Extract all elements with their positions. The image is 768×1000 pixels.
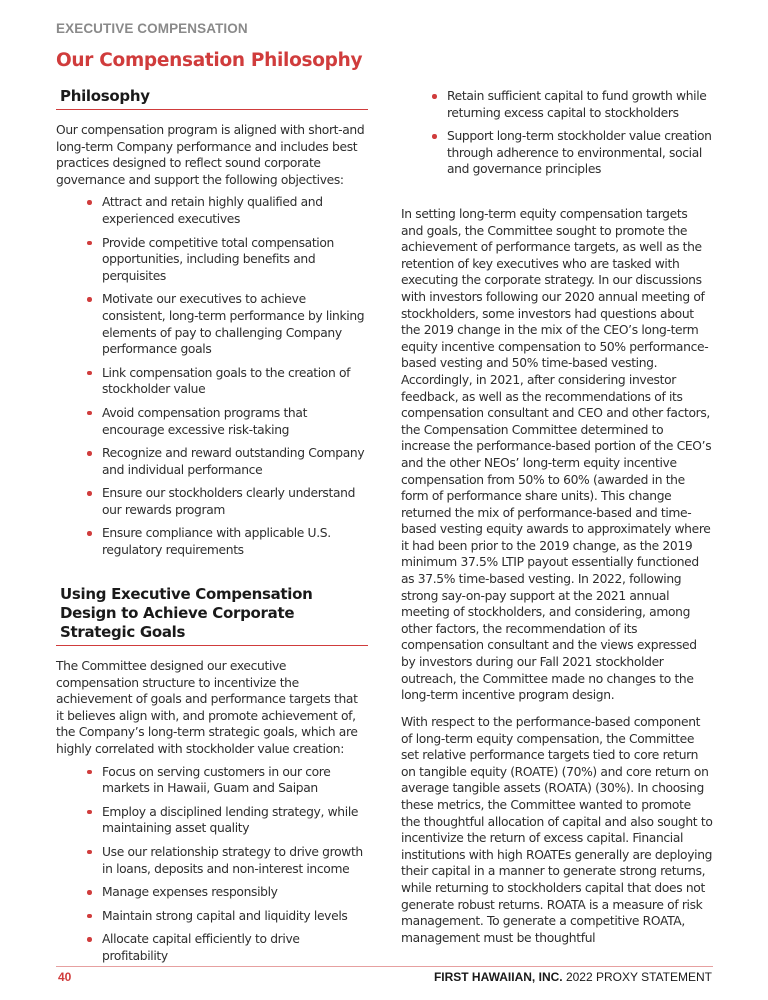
- strategic-goals-intro: The Committee designed our executive compensation structure to incentivize the achievement of goals and performance targets that it believes align with, and promote achievement of, the Company’s long-term strategic goals, which are highly correlated with stockholder value creation:: [56, 659, 358, 756]
- list-item: Maintain strong capital and liquidity levels: [102, 908, 368, 925]
- bullet-icon: [87, 371, 92, 376]
- list-item: Manage expenses responsibly: [102, 884, 368, 901]
- page-number: 40: [58, 970, 72, 984]
- bullet-icon: [87, 770, 92, 775]
- list-item: Motivate our executives to achieve consistent, long-term performance by linking elements of pay to challenging Company performance goals: [102, 291, 368, 357]
- footer-document-title: [434, 970, 712, 984]
- bullet-icon: [87, 850, 92, 855]
- ltip-paragraph: In setting long-term equity compensation targets and goals, the Committee sought to promote the achievement of performance targets, as well as the retention of key executives who are tasked with executing the corporate strategy. In our discussions with investors following our 2020 annual meeting of stockholders, some investors had questions about the 2019 change in the mix of the CEO’s long-term equity incentive compensation to 50% performance-based vesting and 50% time-based vesting. Accordingly, in 2021, after considering investor feedback, as well as the recommendations of its compensation consultant and CEO and other factors, the Compensation Committee determined to increase the performance-based portion of the CEO’s and the other NEOs’ long-term equity incentive compensation from 50% to 60% (awarded in the form of performance share units). This change returned the mix of performance-based and time-based vesting equity awards to approximately where it had been prior to the 2019 change, as the 2019 minimum 37.5% LTIP payout essentially functioned as 37.5% time-based vesting. In 2022, following strong say-on-pay support at the 2021 annual meeting of stockholders, and considering, among other factors, the recommendation of its compensation consultant and the views expressed by investors during our Fall 2021 stockholder outreach, the Committee made no changes to the long-term incentive program design.: [401, 207, 712, 703]
- bullet-icon: [87, 451, 92, 456]
- list-item: Attract and retain highly qualified and experienced executives: [102, 194, 368, 227]
- philosophy-objectives-list: [56, 194, 368, 558]
- bullet-icon: [87, 411, 92, 416]
- list-item: Retain sufficient capital to fund growth while returning excess capital to stockholders: [447, 88, 713, 121]
- list-item: Employ a disciplined lending strategy, while maintaining asset quality: [102, 804, 368, 837]
- bullet-icon: [87, 297, 92, 302]
- philosophy-heading: Philosophy: [56, 87, 368, 110]
- footer-divider: [56, 966, 713, 967]
- bullet-icon: [87, 810, 92, 815]
- bullet-icon: [87, 531, 92, 536]
- list-item: Support long-term stockholder value creation through adherence to environmental, social and governance principles: [447, 128, 713, 178]
- footer-company: FIRST HAWAIIAN, INC.: [433, 970, 563, 984]
- philosophy-section: [56, 87, 368, 559]
- footer-doc-name: 2022 PROXY STATEMENT: [565, 970, 712, 984]
- bullet-icon: [432, 94, 437, 99]
- bullet-icon: [87, 241, 92, 246]
- bullet-icon: [87, 914, 92, 919]
- list-item: Provide competitive total compensation opportunities, including benefits and perquisites: [102, 235, 368, 285]
- list-item: Ensure compliance with applicable U.S. regulatory requirements: [102, 525, 368, 558]
- list-item: Ensure our stockholders clearly understand our rewards program: [102, 485, 368, 518]
- bullet-icon: [87, 491, 92, 496]
- page-title: Our Compensation Philosophy: [56, 50, 363, 71]
- section-label: EXECUTIVE COMPENSATION: [56, 21, 248, 36]
- list-item: Focus on serving customers in our core markets in Hawaii, Guam and Saipan: [102, 764, 368, 797]
- bullet-icon: [87, 890, 92, 895]
- strategic-goals-heading: Using Executive Compensation Design to Achieve Corporate Strategic Goals: [56, 585, 368, 646]
- list-item: Link compensation goals to the creation of stockholder value: [102, 365, 368, 398]
- list-item: Avoid compensation programs that encourage excessive risk-taking: [102, 405, 368, 438]
- list-item: Allocate capital efficiently to drive profitability: [102, 931, 368, 964]
- performance-metrics-paragraph: With respect to the performance-based component of long-term equity compensation, the Committee set relative performance targets tied to core return on tangible equity (ROATE) (70%) and core return on average tangible assets (ROATA) (30%). In choosing these metrics, the Committee wanted to promote the thoughtful allocation of capital and also sought to incentivize the return of excess capital. Financial institutions with high ROATEs generally are deploying their capital in a manner to generate strong returns, while returning to stockholders capital that does not generate robust returns. ROATA is a measure of risk management. To generate a competitive ROATA, management must be thoughtful: [401, 715, 713, 945]
- bullet-icon: [432, 134, 437, 139]
- continued-objectives-list: [401, 88, 713, 178]
- bullet-icon: [87, 937, 92, 942]
- strategic-goals-section: [56, 585, 368, 965]
- list-item: Recognize and reward outstanding Company and individual performance: [102, 445, 368, 478]
- list-item: Use our relationship strategy to drive growth in loans, deposits and non-interest income: [102, 844, 368, 877]
- strategic-goals-list: [56, 764, 368, 965]
- philosophy-intro: Our compensation program is aligned with short-and long-term Company performance and includes best practices designed to reflect sound corporate governance and support the following objectives:: [56, 123, 365, 187]
- bullet-icon: [87, 200, 92, 205]
